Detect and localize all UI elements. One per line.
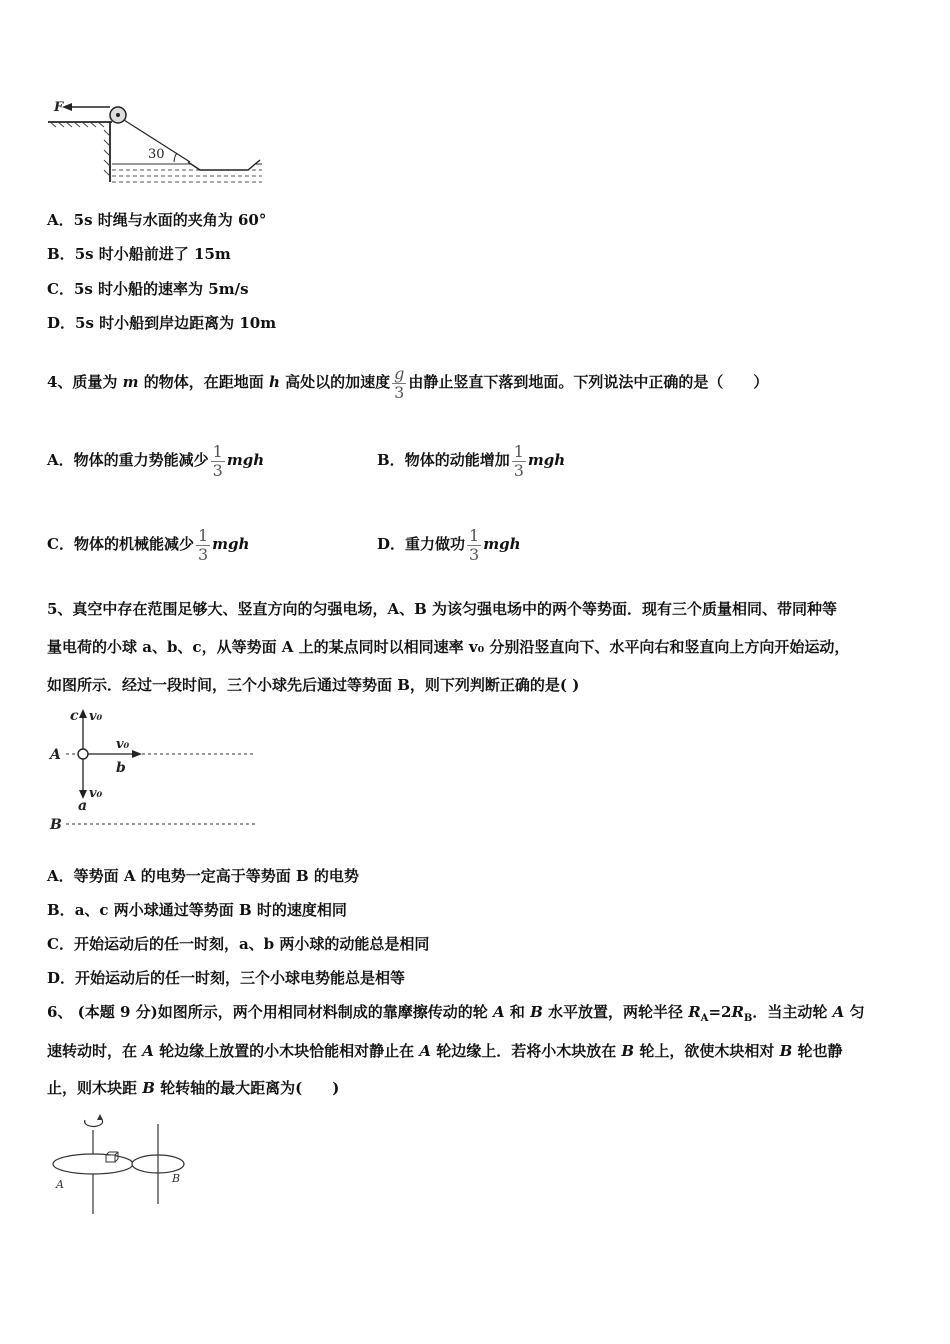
wood-block [106, 1155, 115, 1162]
q4-stem: 4、质量为 m 的物体，在距地面 h 高处以的加速度 $\frac{g}{3}$ 由静止竖直下落到地面。下列说法中正确的是（ ） [47, 363, 769, 402]
equipotential-figure [44, 702, 264, 838]
boat [188, 160, 260, 170]
label-v0-down: v₀ [89, 786, 103, 801]
q5-option-a: A．等势面 A 的电势一定高于等势面 B 的电势 [47, 867, 359, 885]
label-a: a [78, 798, 88, 814]
q3-option-b: B．5s 时小船前进了 15m [47, 245, 231, 263]
q3-option-d: D．5s 时小船到岸边距离为 10m [47, 314, 277, 332]
q4-fraction: $\frac{g}{3}$ [394, 363, 405, 402]
q6-stem-line-1: 6、 (本题 9 分)如图所示，两个用相同材料制成的靠摩擦传动的轮 A 和 B 水平放置，两轮半径 $R_A=2R_B$．当主动轮 A 匀 [47, 1003, 865, 1024]
q3-option-c: C．5s 时小船的速率为 5m/s [47, 280, 249, 298]
label-v0-up: v₀ [89, 709, 103, 724]
q5-option-c: C．开始运动后的任一时刻，a、b 两小球的动能总是相同 [47, 935, 430, 953]
pulley-boat-figure [40, 92, 270, 187]
q5-stem-line-3: 如图所示．经过一段时间，三个小球先后通过等势面 B，则下列判断正确的是( ) [47, 676, 580, 694]
angle-label: 30 [148, 147, 165, 162]
q4-option-b: B．物体的动能增加 $\frac{1}{3}$ mgh [377, 441, 566, 480]
force-label: F [54, 100, 64, 115]
q4-option-a: A．物体的重力势能减少 $\frac{1}{3}$ mgh [47, 441, 265, 480]
label-c: c [70, 708, 79, 724]
q6-stem-line-3: 止，则木块距 B 轮转轴的最大距离为( ) [47, 1079, 340, 1097]
q4-option-c: C．物体的机械能减少 $\frac{1}{3}$ mgh [47, 525, 250, 564]
friction-wheels-figure [48, 1108, 198, 1220]
wheel-b-label: B [172, 1172, 181, 1185]
q4-option-d: D．重力做功 $\frac{1}{3}$ mgh [377, 525, 521, 564]
wheel-a [53, 1154, 133, 1174]
q5-stem-line-2: 量电荷的小球 a、b、c，从等势面 A 上的某点同时以相同速率 v₀ 分别沿竖直向下、水平向右和竖直向上方向开始运动， [47, 638, 850, 656]
label-b: b [116, 760, 126, 776]
q5-option-d: D．开始运动后的任一时刻，三个小球电势能总是相等 [47, 969, 406, 987]
q3-option-a: A．5s 时绳与水面的夹角为 60° [47, 211, 267, 229]
wheel-a-label: A [56, 1178, 64, 1191]
label-B: B [50, 817, 62, 833]
q5-option-b: B．a、c 两小球通过等势面 B 时的速度相同 [47, 901, 347, 919]
q5-stem-line-1: 5、真空中存在范围足够大、竖直方向的匀强电场，A、B 为该匀强电场中的两个等势面．现有三个质量相同、带同种等 [47, 600, 837, 618]
label-v0-right: v₀ [116, 737, 130, 752]
ball [78, 749, 88, 759]
label-A: A [50, 747, 61, 763]
q6-stem-line-2: 速转动时，在 A 轮边缘上放置的小木块恰能相对静止在 A 轮边缘上．若将小木块放在 B 轮上，欲使木块相对 B 轮也静 [47, 1042, 843, 1060]
